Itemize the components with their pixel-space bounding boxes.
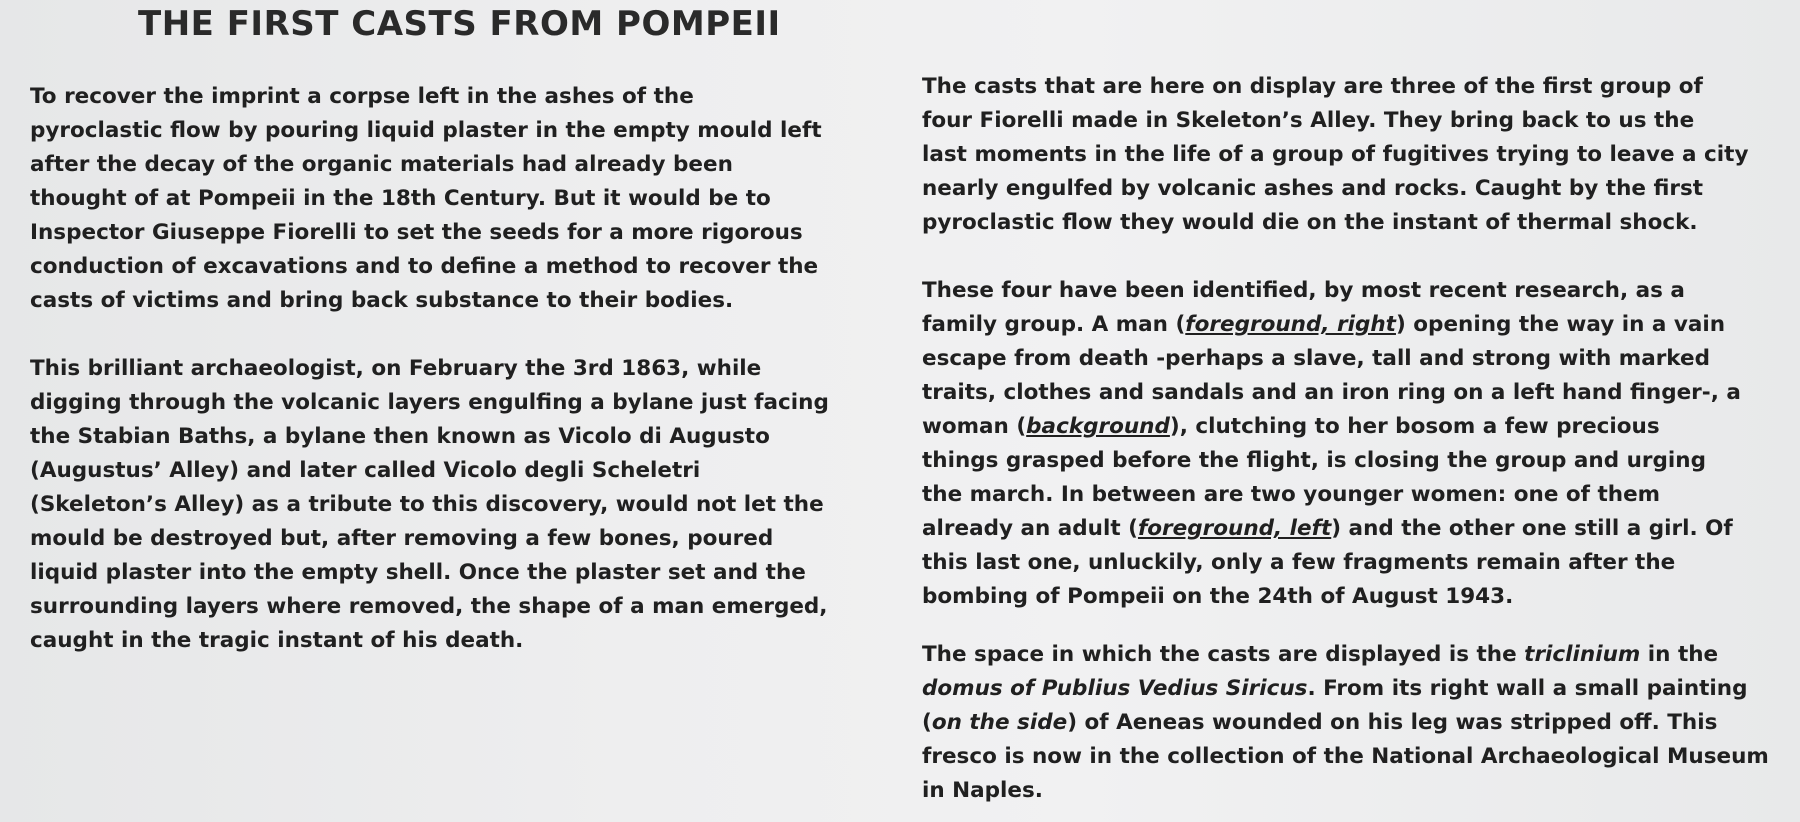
text-line: after the decay of the organic materials had already been xyxy=(30,152,733,177)
text-line: fresco is now in the collection of the National Archaeological Museum xyxy=(922,744,1769,769)
text-line: This brilliant archaeologist, on February the 3rd 1863, while xyxy=(30,356,762,381)
text-run: ( xyxy=(922,710,932,735)
text-line: traits, clothes and sandals and an iron ring on a left hand finger-, a xyxy=(922,380,1741,405)
text-line: this last one, unluckily, only a few fragments remain after the xyxy=(922,550,1676,575)
text-run: ), clutching to her bosom a few precious xyxy=(1169,414,1660,439)
text-line: To recover the imprint a corpse left in the ashes of the xyxy=(30,84,694,109)
text-run: family group. A man ( xyxy=(922,312,1186,337)
paragraph-spacer xyxy=(922,240,1782,274)
text-line xyxy=(922,516,1733,541)
text-line: thought of at Pompeii in the 18th Century. But it would be to xyxy=(30,186,771,211)
page-title: THE FIRST CASTS FROM POMPEII xyxy=(138,4,781,44)
text-line: Inspector Giuseppe Fiorelli to set the seeds for a more rigorous xyxy=(30,220,803,245)
emphasis-triclinium: triclinium xyxy=(1524,642,1641,667)
text-line: pyroclastic flow by pouring liquid plaster in the empty mould left xyxy=(30,118,822,143)
left-paragraph-1 xyxy=(30,80,895,318)
text-line: The casts that are here on display are three of the first group of xyxy=(922,74,1703,99)
emphasis-domus: domus of Publius Vedius Siricus xyxy=(922,676,1308,701)
text-line: surrounding layers where removed, the shape of a man emerged, xyxy=(30,594,828,619)
text-line: digging through the volcanic layers engulfing a bylane just facing xyxy=(30,390,829,415)
text-line: caught in the tragic instant of his death. xyxy=(30,628,524,653)
text-run: ) opening the way in a vain xyxy=(1395,312,1726,337)
text-line: (Augustus’ Alley) and later called Vicolo degli Scheletri xyxy=(30,458,701,483)
emphasis-foreground-right: foreground, right xyxy=(1185,312,1396,337)
right-column xyxy=(922,70,1782,808)
text-run: . From its right wall a small painting xyxy=(1307,676,1748,701)
text-line: last moments in the life of a group of fugitives trying to leave a city xyxy=(922,142,1749,167)
text-line: nearly engulfed by volcanic ashes and rocks. Caught by the first xyxy=(922,176,1704,201)
right-paragraph-3 xyxy=(922,638,1782,808)
text-line: liquid plaster into the empty shell. Once the plaster set and the xyxy=(30,560,806,585)
text-line: four Fiorelli made in Skeleton’s Alley. They bring back to us the xyxy=(922,108,1695,133)
paragraph-spacer xyxy=(30,318,895,352)
text-line: (Skeleton’s Alley) as a tribute to this discovery, would not let the xyxy=(30,492,824,517)
text-line xyxy=(922,676,1748,701)
text-run: ) of Aeneas wounded on his leg was stripped off. This xyxy=(1067,710,1718,735)
text-run: already an adult ( xyxy=(922,516,1138,541)
left-column xyxy=(30,80,895,658)
emphasis-on-the-side: on the side xyxy=(931,710,1068,735)
text-line: bombing of Pompeii on the 24th of August 1943. xyxy=(922,584,1514,609)
emphasis-foreground-left: foreground, left xyxy=(1137,516,1332,541)
text-line xyxy=(922,710,1717,735)
left-paragraph-2 xyxy=(30,352,895,658)
right-paragraph-2 xyxy=(922,274,1782,614)
text-line: the march. In between are two younger women: one of them xyxy=(922,482,1661,507)
text-run: woman ( xyxy=(922,414,1027,439)
text-run: ) and the other one still a girl. Of xyxy=(1331,516,1733,541)
text-line: These four have been identified, by most recent research, as a xyxy=(922,278,1685,303)
text-run: The space in which the casts are displayed is the xyxy=(922,642,1525,667)
text-line: things grasped before the flight, is closing the group and urging xyxy=(922,448,1706,473)
text-line xyxy=(922,642,1718,667)
text-line: pyroclastic flow they would die on the instant of thermal shock. xyxy=(922,210,1698,235)
text-line: mould be destroyed but, after removing a few bones, poured xyxy=(30,526,774,551)
text-run: in the xyxy=(1640,642,1719,667)
text-line: casts of victims and bring back substance to their bodies. xyxy=(30,288,734,313)
text-line: escape from death -perhaps a slave, tall and strong with marked xyxy=(922,346,1710,371)
text-line xyxy=(922,414,1660,439)
right-paragraph-1 xyxy=(922,70,1782,240)
text-line: conduction of excavations and to define a method to recover the xyxy=(30,254,819,279)
paragraph-spacer xyxy=(922,614,1782,638)
text-line: in Naples. xyxy=(922,778,1043,803)
emphasis-background: background xyxy=(1026,414,1170,439)
text-line: the Stabian Baths, a bylane then known as Vicolo di Augusto xyxy=(30,424,770,449)
text-line xyxy=(922,312,1725,337)
